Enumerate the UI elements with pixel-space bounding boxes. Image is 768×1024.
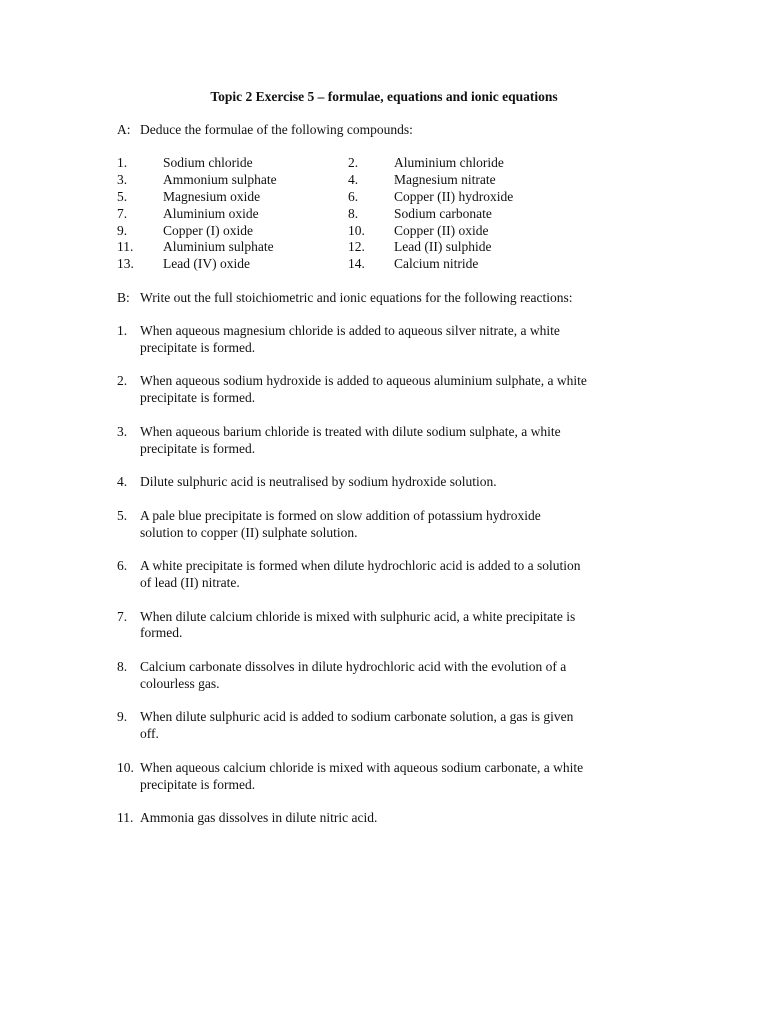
compound-name: Magnesium nitrate	[394, 171, 496, 187]
question-text-line: precipitate is formed.	[140, 390, 256, 406]
question-number: 8.	[117, 658, 128, 674]
compound-name: Copper (II) oxide	[394, 222, 489, 238]
question-item	[117, 709, 662, 743]
compound-number: 9.	[117, 222, 128, 238]
question-item	[117, 474, 662, 491]
compound-name: Aluminium chloride	[394, 155, 504, 170]
question-item	[117, 373, 662, 407]
question-number: 6.	[117, 558, 128, 574]
question-item	[117, 810, 662, 827]
question-text-line: When dilute calcium chloride is mixed with sulphuric acid, a white precipitate is	[140, 608, 576, 624]
question-number: 4.	[117, 474, 128, 490]
question-number: 3.	[117, 423, 128, 439]
question-number: 7.	[117, 608, 128, 624]
question-text-line: When aqueous magnesium chloride is added to aqueous silver nitrate, a white	[140, 323, 560, 338]
compound-row	[117, 239, 617, 256]
compound-name: Lead (II) sulphide	[394, 239, 492, 255]
compound-row	[117, 256, 617, 273]
compound-number: 6.	[348, 188, 359, 204]
compound-row	[117, 155, 617, 172]
question-item	[117, 323, 662, 357]
compound-name: Copper (I) oxide	[163, 222, 253, 238]
compound-name: Aluminium sulphate	[163, 239, 274, 255]
compound-number: 13.	[117, 256, 134, 272]
question-item	[117, 659, 662, 693]
compound-number: 3.	[117, 171, 128, 187]
section-a-letter: A:	[117, 122, 131, 137]
question-text-line: off.	[140, 726, 159, 742]
question-number: 11.	[117, 810, 134, 826]
compound-number: 11.	[117, 239, 134, 255]
question-text-line: colourless gas.	[140, 675, 220, 691]
question-list	[117, 323, 662, 844]
question-item	[117, 760, 662, 794]
section-a-heading	[117, 121, 677, 138]
compound-number: 2.	[348, 155, 359, 170]
compound-number: 5.	[117, 188, 128, 204]
question-text-line: When aqueous calcium chloride is mixed with aqueous sodium carbonate, a white	[140, 759, 584, 775]
question-number: 2.	[117, 373, 128, 389]
compound-number: 1.	[117, 155, 128, 170]
question-number: 10.	[117, 759, 134, 775]
compound-number: 4.	[348, 171, 359, 187]
compound-name: Aluminium oxide	[163, 205, 259, 221]
compound-name: Copper (II) hydroxide	[394, 188, 514, 204]
compound-name: Calcium nitride	[394, 256, 479, 272]
question-text-line: precipitate is formed.	[140, 776, 256, 792]
question-text-line: When aqueous sodium hydroxide is added to aqueous aluminium sulphate, a white	[140, 373, 587, 389]
question-number: 1.	[117, 323, 128, 338]
section-a-instruction: Deduce the formulae of the following compounds:	[140, 122, 413, 137]
compound-number: 7.	[117, 205, 128, 221]
compound-row	[117, 223, 617, 240]
compound-name: Sodium carbonate	[394, 205, 492, 221]
compound-row	[117, 189, 617, 206]
section-b-letter: B:	[117, 290, 130, 305]
question-text-line: solution to copper (II) sulphate solution.	[140, 524, 358, 540]
section-b-instruction: Write out the full stoichiometric and ionic equations for the following reactions:	[140, 290, 573, 305]
compound-name: Lead (IV) oxide	[163, 256, 250, 272]
question-number: 5.	[117, 507, 128, 523]
compound-name: Sodium chloride	[163, 155, 253, 170]
compound-list	[117, 155, 617, 273]
question-number: 9.	[117, 709, 128, 725]
compound-row	[117, 172, 617, 189]
page-title: Topic 2 Exercise 5 – formulae, equations and ionic equations	[210, 89, 558, 104]
compound-row	[117, 206, 617, 223]
compound-number: 10.	[348, 222, 365, 238]
question-text-line: Dilute sulphuric acid is neutralised by sodium hydroxide solution.	[140, 474, 497, 490]
compound-number: 12.	[348, 239, 365, 255]
compound-number: 8.	[348, 205, 359, 221]
question-item	[117, 558, 662, 592]
question-item	[117, 508, 662, 542]
question-text-line: formed.	[140, 625, 183, 641]
question-text-line: A pale blue precipitate is formed on slow addition of potassium hydroxide	[140, 507, 541, 523]
question-text-line: Ammonia gas dissolves in dilute nitric acid.	[140, 810, 378, 826]
section-b-heading	[117, 289, 677, 306]
question-text-line: of lead (II) nitrate.	[140, 575, 240, 591]
question-text-line: When aqueous barium chloride is treated with dilute sodium sulphate, a white	[140, 423, 561, 439]
question-text-line: A white precipitate is formed when dilute hydrochloric acid is added to a solution	[140, 558, 581, 574]
question-text-line: When dilute sulphuric acid is added to sodium carbonate solution, a gas is given	[140, 709, 574, 725]
question-text-line: Calcium carbonate dissolves in dilute hydrochloric acid with the evolution of a	[140, 658, 567, 674]
question-text-line: precipitate is formed.	[140, 440, 256, 456]
compound-number: 14.	[348, 256, 365, 272]
compound-name: Ammonium sulphate	[163, 171, 277, 187]
question-item	[117, 424, 662, 458]
question-item	[117, 609, 662, 643]
compound-name: Magnesium oxide	[163, 188, 261, 204]
question-text-line: precipitate is formed.	[140, 339, 256, 355]
